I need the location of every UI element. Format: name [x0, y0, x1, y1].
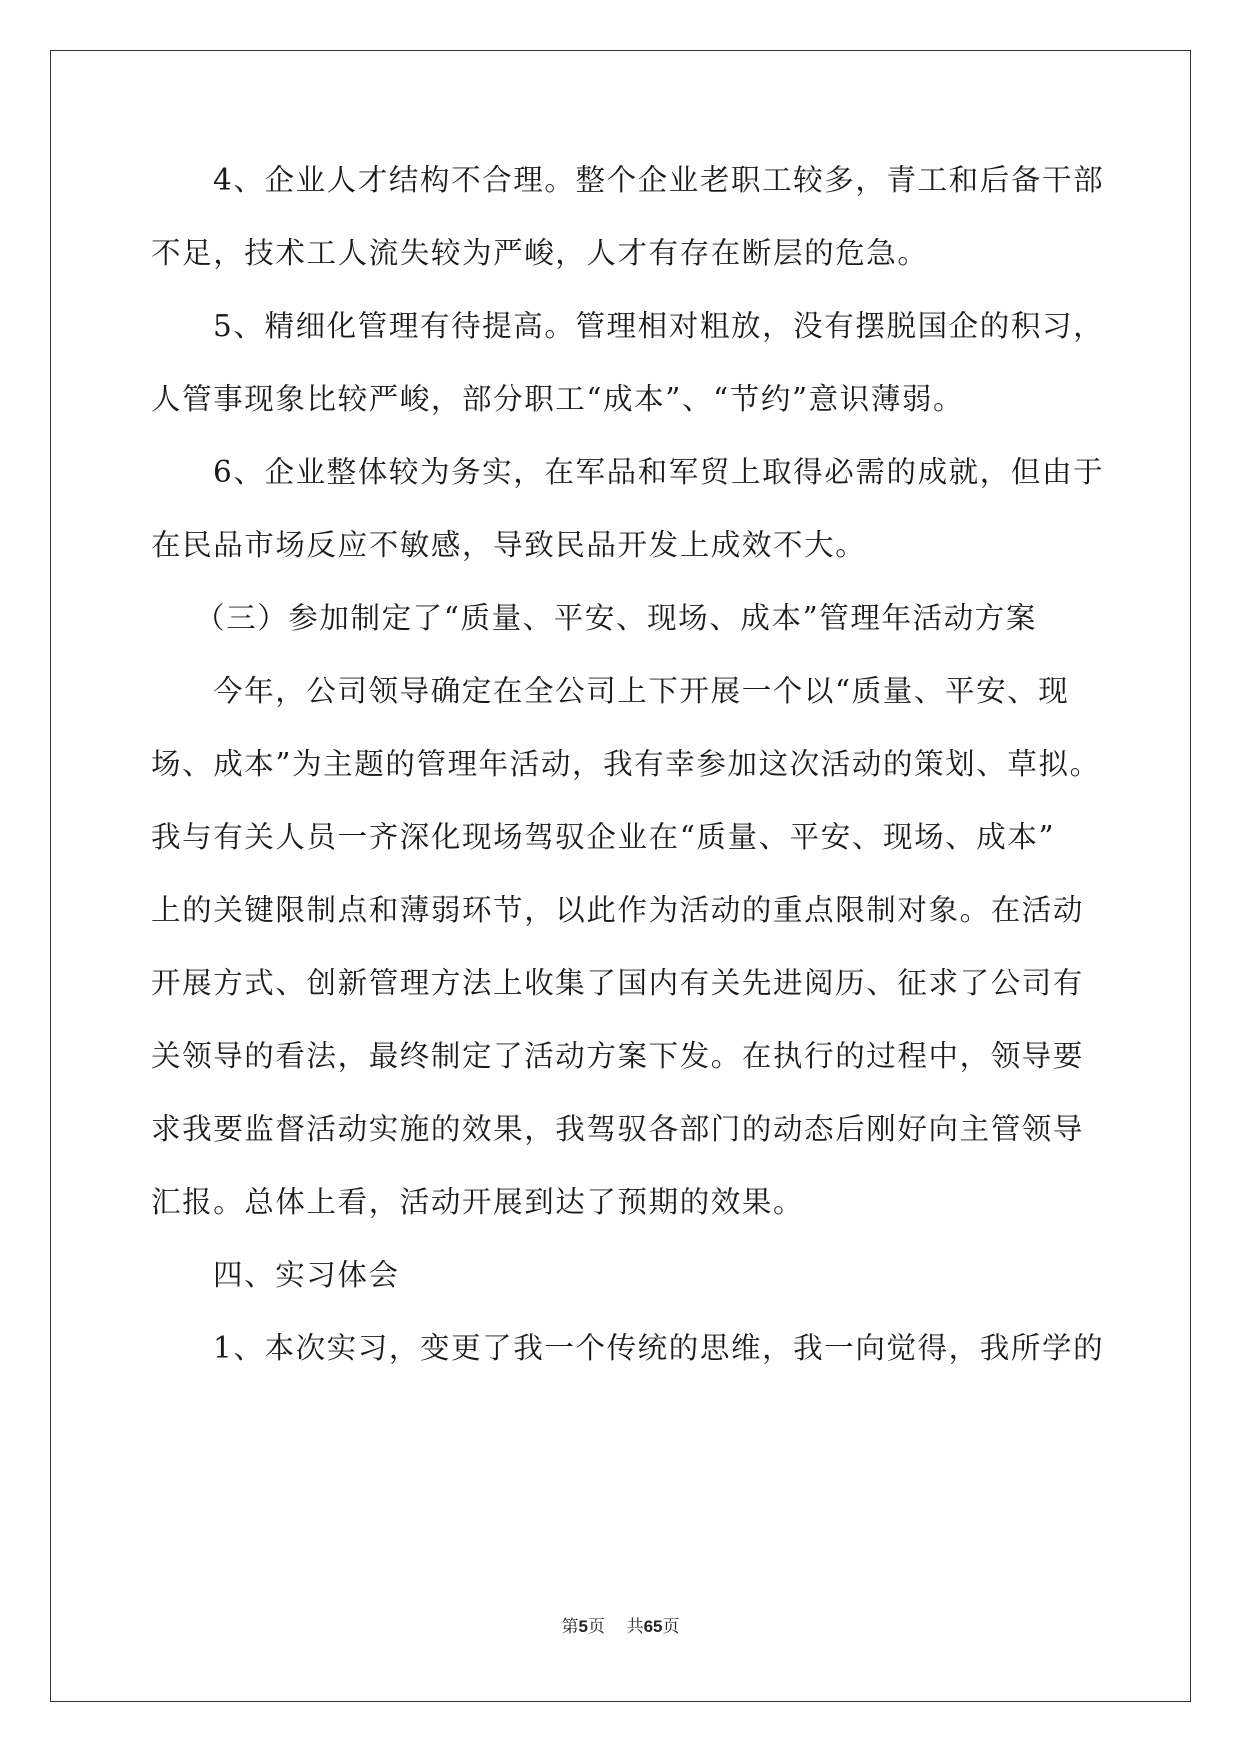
page-footer	[0, 1616, 1241, 1638]
paragraph-line: 5、精细化管理有待提高。管理相对粗放，没有摆脱国企的积习，	[213, 309, 1105, 343]
paragraph-line: 求我要监督活动实施的效果，我驾驭各部门的动态后刚好向主管领导	[151, 1112, 1085, 1146]
paragraph-line: 6、企业整体较为务实，在军品和军贸上取得必需的成就，但由于	[213, 455, 1105, 489]
paragraph-line: 我与有关人员一齐深化现场驾驭企业在“质量、平安、现场、成本”	[151, 820, 1056, 854]
footer-total-pages: 65	[643, 1617, 663, 1636]
footer-total-prefix: 共	[626, 1617, 644, 1637]
paragraph-line: 人管事现象比较严峻，部分职工“成本”、“节约”意识薄弱。	[151, 382, 965, 416]
footer-total-suffix: 页	[662, 1617, 680, 1637]
page-border	[50, 50, 1191, 1702]
paragraph-line: 关领导的看法，最终制定了活动方案下发。在执行的过程中，领导要	[151, 1039, 1085, 1073]
section-heading: （三）参加制定了“质量、平安、现场、成本”管理年活动方案	[195, 601, 1037, 635]
footer-page-suffix: 页	[587, 1617, 605, 1637]
paragraph-line: 4、企业人才结构不合理。整个企业老职工较多，青工和后备干部	[213, 163, 1105, 197]
paragraph-line: 开展方式、创新管理方法上收集了国内有关先进阅历、征求了公司有	[151, 966, 1085, 1000]
paragraph-line: 在民品市场反应不敏感，导致民品开发上成效不大。	[151, 528, 867, 562]
paragraph-line: 上的关键限制点和薄弱环节，以此作为活动的重点限制对象。在活动	[151, 893, 1085, 927]
footer-page-number: 5	[578, 1617, 588, 1636]
paragraph-line: 场、成本”为主题的管理年活动，我有幸参加这次活动的策划、草拟。	[151, 747, 1101, 781]
paragraph-line: 不足，技术工人流失较为严峻，人才有存在断层的危急。	[151, 236, 929, 270]
paragraph-line: 今年，公司领导确定在全公司上下开展一个以“质量、平安、现	[213, 674, 1070, 708]
paragraph-line: 1、本次实习，变更了我一个传统的思维，我一向觉得，我所学的	[213, 1331, 1105, 1365]
paragraph-line: 汇报。总体上看，活动开展到达了预期的效果。	[151, 1185, 805, 1219]
section-heading: 四、实习体会	[213, 1258, 400, 1292]
footer-page-prefix: 第	[561, 1617, 579, 1637]
